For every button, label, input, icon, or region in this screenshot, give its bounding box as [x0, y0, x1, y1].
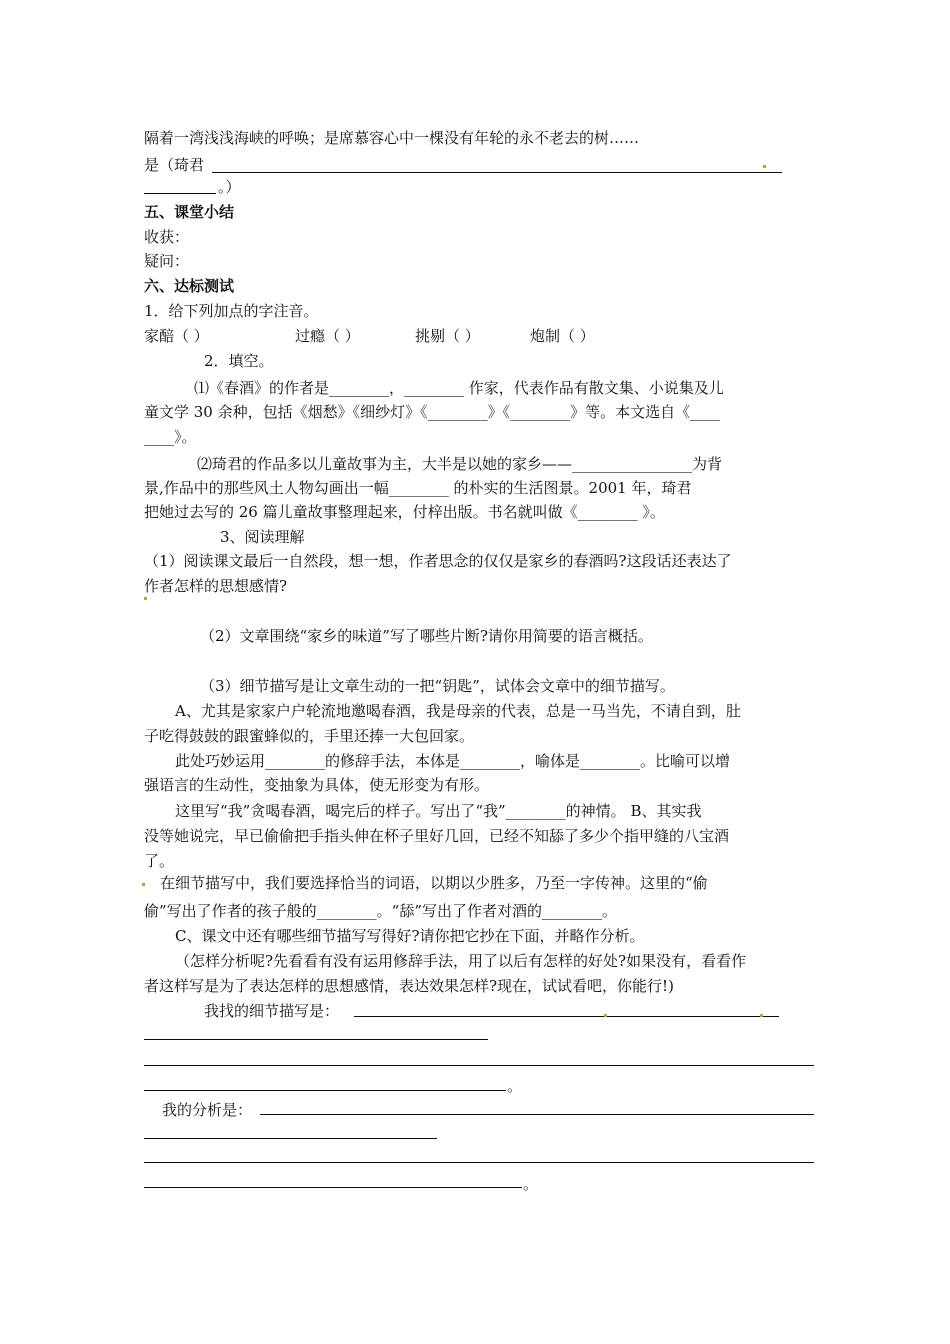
found-detail-end: 。: [507, 1077, 523, 1095]
questions-label: 疑问：: [144, 252, 190, 270]
analysis-blank-4[interactable]: [144, 1187, 522, 1188]
analysis-b-line-2: 偷”写出了作者的孩子般的________。“舔”写出了作者对酒的________。: [144, 902, 618, 920]
fill-2-line-c: 把她过去写的 26 篇儿童故事整理起来，付梓出版。书名就叫做《________ 》。: [144, 503, 665, 521]
section-heading-summary: 五、课堂小结: [144, 203, 235, 221]
speck-mark: [142, 883, 145, 886]
my-analysis-label: 我的分析是：: [162, 1101, 253, 1119]
excerpt-b-line-2: 了。: [144, 852, 175, 870]
analysis-end: 。: [523, 1175, 539, 1193]
analysis-blank-1[interactable]: [260, 1114, 814, 1115]
fill-1-line-b: 童文学 30 余种，包括《烟愁》《细纱灯》《________》《________》等。本文选自《____: [144, 403, 721, 421]
gains-label: 收获：: [144, 228, 190, 246]
excerpt-a-line-1: A、尤其是家家户户轮流地邀喝春酒，我是母亲的代表，总是一马当先，不请自到，肚: [175, 702, 741, 720]
analysis-blank-3[interactable]: [144, 1162, 814, 1163]
analysis-a-line-1: 此处巧妙运用________的修辞手法，本体是________，喻体是________。比喻可以增: [175, 752, 731, 770]
question-3-title: 3、阅读理解: [220, 528, 305, 546]
speck-mark: [763, 165, 766, 168]
poem-line: 隔着一湾浅浅海峡的呼唤；是席慕容心中一棵没有年轮的永不老去的树……: [144, 129, 640, 147]
fill-1-line-a: ⑴《春酒》的作者是________，________ 作家，代表作品有散文集、小说集及儿: [194, 379, 724, 397]
found-detail-blank-2[interactable]: [144, 1039, 488, 1040]
pinyin-item-4: 炮制（ ）: [530, 327, 595, 345]
analysis-blank-2[interactable]: [144, 1138, 437, 1139]
speck-mark: [144, 597, 147, 600]
answer-prompt-text: 是（琦君: [144, 156, 205, 174]
fill-1-line-c: ____》。: [144, 428, 197, 446]
speck-mark: [604, 1014, 607, 1017]
reading-3: （3）细节描写是让文章生动的一把“钥匙”，试体会文章中的细节描写。: [200, 677, 675, 695]
answer-prompt-line: [144, 155, 204, 175]
question-1-title: 1．给下列加点的字注音。: [144, 302, 319, 320]
section-heading-test: 六、达标测试: [144, 277, 235, 295]
excerpt-a-line-2: 子吃得鼓鼓的跟蜜蜂似的，手里还捧一大包回家。: [144, 727, 475, 745]
analysis-a-line-3: 这里写“我”贪喝春酒，喝完后的样子。写出了“我”________的神情。 B、其实我: [175, 802, 702, 820]
found-detail-label: 我找的细节描写是：: [204, 1002, 340, 1020]
pinyin-item-3: 挑剔（ ）: [415, 327, 480, 345]
answer-blank-continued[interactable]: [144, 193, 216, 194]
answer-close: 。）: [218, 178, 241, 196]
found-detail-blank-1[interactable]: [354, 1016, 779, 1017]
task-c-line-2: （怎样分析呢?先看看有没有运用修辞手法，用了以后有怎样的好处?如果没有，看看作: [175, 952, 747, 970]
pinyin-item-1: 家醅（ ）: [144, 327, 209, 345]
speck-mark: [760, 1014, 763, 1017]
reading-1-line-b: 作者怎样的思想感情?: [144, 577, 288, 595]
question-2-title: 2．填空。: [204, 352, 274, 370]
fill-2-line-b: 景,作品中的那些风土人物勾画出一幅________ 的朴实的生活图景。2001 年，琦君: [144, 479, 692, 497]
fill-2-line-a: ⑵琦君的作品多以儿童故事为主，大半是以她的家乡——________________为背: [197, 455, 723, 473]
analysis-a-line-2: 强语言的生动性，变抽象为具体，使无形变为有形。: [144, 776, 490, 794]
pinyin-item-2: 过瘾（ ）: [295, 327, 360, 345]
found-detail-blank-4[interactable]: [144, 1090, 506, 1091]
reading-2: （2）文章围绕“家乡的味道”写了哪些片断?请你用简要的语言概括。: [200, 627, 653, 645]
task-c-line-1: C、课文中还有哪些细节描写写得好?请你把它抄在下面，并略作分析。: [175, 927, 645, 945]
task-c-line-3: 者这样写是为了表达怎样的思想感情，表达效果怎样?现在，试试看吧，你能行!): [144, 977, 674, 995]
analysis-b-line-1: 在细节描写中，我们要选择恰当的词语，以期以少胜多，乃至一字传神。这里的“偷: [160, 874, 708, 892]
answer-blank[interactable]: [212, 172, 782, 173]
found-detail-blank-3[interactable]: [144, 1065, 814, 1066]
excerpt-b-line-1: 没等她说完，早已偷偷把手指头伸在杯子里好几回，已经不知舔了多少个指甲缝的八宝酒: [144, 827, 730, 845]
reading-1-line-a: （1）阅读课文最后一自然段，想一想，作者思念的仅仅是家乡的春酒吗?这段话还表达了: [144, 552, 732, 570]
